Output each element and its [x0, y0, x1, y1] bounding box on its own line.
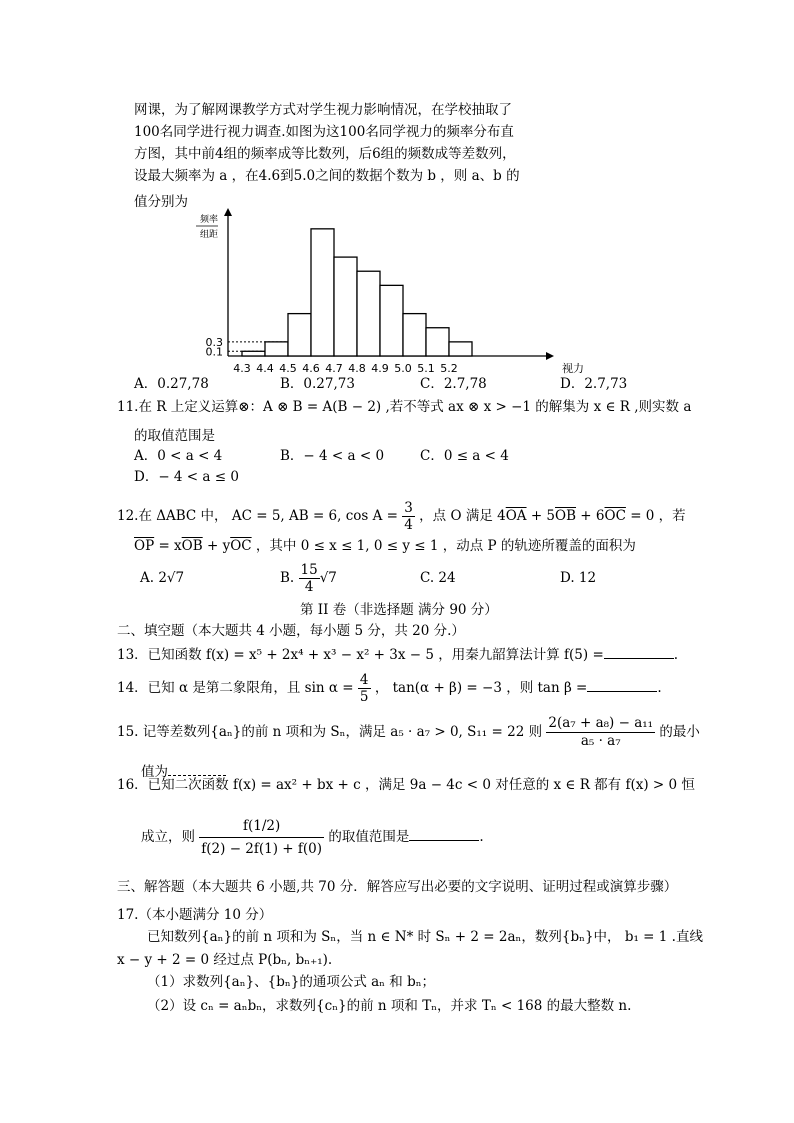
x-tick-label: 5.1 — [417, 362, 435, 375]
q10-option-c: C．2.7,78 — [420, 376, 487, 392]
q12-text-c: = x — [154, 538, 182, 554]
q15-frac-den: a₅ · a₇ — [546, 732, 655, 750]
y-axis-arrow — [224, 208, 232, 216]
q10-line-3: 方图，其中前4组的频率成等比数列，后6组的频数成等差数列， — [134, 146, 516, 162]
q17-heading: 17.（本小题满分 10 分） — [117, 907, 273, 923]
q15 — [117, 712, 700, 752]
q12-vec-op: $\overline{OP}$ — [134, 538, 155, 554]
q16-tail: . — [479, 829, 484, 845]
histogram-bar — [242, 351, 265, 356]
histogram-bar — [449, 342, 472, 356]
q13-tail: . — [673, 647, 679, 663]
q11-stem: 11.在 R 上定义运算⊗：A ⊗ B = A(B − 2) ,若不等式 ax ⊗ x > −1 的解集为 x ∈ R ,则实数 a — [117, 399, 692, 415]
histogram-bar — [311, 229, 334, 356]
x-tick-label: 4.7 — [325, 362, 343, 375]
y-axis-label-top: 频率 — [199, 215, 218, 225]
y-tick-label: 0.3 — [205, 335, 223, 349]
q16-fraction — [199, 815, 324, 860]
histogram-bar — [403, 314, 426, 356]
q11-stem-2: 的取值范围是 — [134, 428, 215, 444]
y-axis-label-bottom: 组距 — [199, 230, 218, 240]
x-tick-label: 4.5 — [279, 362, 297, 375]
q10-line-1: 网课，为了解网课教学方式对学生视力影响情况，在学校抽取了 — [134, 102, 512, 118]
q11-option-a: A．0 < a < 4 — [134, 448, 223, 464]
x-tick-label: 4.8 — [348, 362, 366, 375]
q16-answer-blank[interactable] — [409, 826, 479, 841]
q12-plus5: + 5 — [526, 508, 556, 524]
q12-opt-b-num: 15 — [300, 562, 318, 578]
q12-opt-b-tail: √7 — [319, 570, 337, 586]
part3-section-heading: 三、解答题（本大题共 6 小题,共 70 分．解答应写出必要的文字说明、证明过程或演算步骤） — [117, 879, 678, 895]
q13 — [117, 644, 678, 664]
q11-option-b: B．− 4 < a < 0 — [280, 448, 385, 464]
q12-option-b — [280, 558, 337, 598]
q16-frac-den: f(2) − 2f(1) + f(0) — [199, 837, 324, 860]
q12-cos-fraction — [402, 500, 415, 533]
q15-fraction — [546, 715, 655, 750]
histogram — [190, 208, 630, 378]
histogram-bar — [357, 271, 380, 356]
q12-text-a: 12.在 ΔABC 中， AC = 5, AB = 6, cos A = — [117, 508, 398, 524]
q16-text-b: 成立，则 — [141, 829, 195, 845]
q12-vec-oc2: $\overline{OC}$ — [230, 538, 252, 554]
q12-opt-b-label: B. — [280, 570, 295, 586]
x-tick-label: 4.9 — [371, 362, 389, 375]
q12-option-d: D. 12 — [560, 570, 597, 586]
x-tick-label: 4.3 — [233, 362, 251, 375]
q15-text-c: 值为 — [141, 764, 168, 780]
q10-option-a: A．0.27,78 — [134, 376, 209, 392]
q16-stem: 16．已知二次函数 f(x) = ax² + bx + c ，满足 9a − 4c < 0 对任意的 x ∈ R 都有 f(x) > 0 恒 — [117, 777, 695, 793]
q12-vec-ob: $\overline{OB}$ — [555, 508, 577, 524]
q10-option-b: B．0.27,73 — [280, 376, 355, 392]
q11-option-d: D．− 4 < a ≤ 0 — [134, 469, 239, 485]
q12-vec-oa: $\overline{OA}$ — [505, 508, 527, 524]
part2-section-heading: 二、填空题（本大题共 4 小题，每小题 5 分，共 20 分.） — [117, 623, 465, 639]
q14-text-b: ， tan(α + β) = −3 ，则 tan β = — [374, 680, 588, 696]
q15-answer-blank[interactable] — [168, 761, 226, 776]
x-tick-label: 4.4 — [256, 362, 274, 375]
q17-part-2: （2）设 cₙ = aₙbₙ，求数列{cₙ}的前 n 项和 Tₙ，并求 Tₙ < 168 的最大整数 n. — [147, 998, 632, 1014]
q10-option-d: D．2.7,73 — [560, 376, 628, 392]
q17-line-1: 已知数列{aₙ}的前 n 项和为 Sₙ，当 n ∈ N* 时 Sₙ + 2 = 2aₙ，数列{bₙ}中， b₁ = 1 .直线 — [147, 929, 703, 945]
q10-line-5: 值分别为 — [134, 194, 188, 210]
q15-frac-num: 2(a₇ + a₈) − a₁₁ — [548, 715, 654, 731]
q12-option-c: C. 24 — [420, 570, 456, 586]
q14-tail: . — [657, 680, 662, 696]
q15-text-a: 15. 记等差数列{aₙ}的前 n 项和为 Sₙ，满足 a₅ · a₇ > 0, S₁₁ = 22 则 — [117, 724, 543, 740]
part2-title: 第 II 卷（非选择题 满分 90 分） — [300, 602, 498, 618]
q12-text-e: ，其中 0 ≤ x ≤ 1, 0 ≤ y ≤ 1 ，动点 P 的轨迹所覆盖的面积为 — [251, 538, 636, 554]
q12-frac-den: 4 — [404, 517, 413, 533]
q15-text-b: 的最小 — [659, 724, 700, 740]
q12-option-a — [140, 569, 184, 587]
y-tick-label: 0.1 — [205, 345, 223, 359]
q12-stem-1 — [117, 497, 686, 535]
q17-line-2: x − y + 2 = 0 经过点 P(bₙ, bₙ₊₁). — [117, 952, 333, 968]
q12-eq0: = 0 ，若 — [625, 508, 686, 524]
x-tick-label: 5.2 — [440, 362, 458, 375]
q10-line-2: 100名同学进行视力调查.如图为这100名同学视力的频率分布直 — [134, 124, 514, 140]
histogram-bar — [288, 314, 311, 356]
q14-frac-den: 5 — [359, 689, 369, 705]
q14 — [117, 668, 662, 708]
q16-line-2 — [141, 812, 484, 862]
q12-opt-b-frac — [299, 562, 320, 595]
histogram-bar — [426, 328, 449, 356]
histogram-bar — [380, 285, 403, 356]
q11-option-c: C．0 ≤ a < 4 — [420, 448, 509, 464]
q12-opt-a-value: 2√7 — [158, 570, 185, 586]
q12-stem-2 — [134, 537, 636, 555]
q14-frac-num: 4 — [359, 672, 369, 688]
q10-line-4: 设最大频率为 a ，在4.6到5.0之间的数据个数为 b ，则 a、b 的 — [134, 168, 520, 184]
histogram-bar — [334, 257, 357, 356]
x-tick-label: 5.0 — [394, 362, 412, 375]
q12-vec-ob2: $\overline{OB}$ — [181, 538, 203, 554]
q16-frac-num: f(1/2) — [243, 818, 281, 834]
q14-answer-blank[interactable] — [587, 677, 657, 692]
q12-vec-oc: $\overline{OC}$ — [604, 508, 626, 524]
q12-opt-b-den: 4 — [299, 578, 320, 595]
q13-answer-blank[interactable] — [604, 644, 674, 659]
x-axis-arrow — [546, 352, 554, 360]
q12-text-b: ，点 O 满足 4 — [419, 508, 506, 524]
q14-text-a: 14．已知 α 是第二象限角，且 sin α = — [117, 680, 354, 696]
histogram-bar — [265, 342, 288, 356]
q12-text-d: + y — [202, 538, 231, 554]
q12-plus6: + 6 — [576, 508, 605, 524]
q14-fraction — [358, 672, 371, 705]
x-tick-label: 4.6 — [302, 362, 320, 375]
q17-part-1: （1）求数列{aₙ}、{bₙ}的通项公式 aₙ 和 bₙ； — [147, 974, 436, 990]
q12-opt-a-label: A. — [140, 570, 155, 586]
q12-frac-num: 3 — [404, 500, 413, 516]
q16-text-c: 的取值范围是 — [328, 829, 410, 845]
x-axis-label: 视力 — [562, 362, 584, 375]
q13-text: 13．已知函数 f(x) = x⁵ + 2x⁴ + x³ − x² + 3x − 5 ，用秦九韶算法计算 f(5) = — [117, 647, 604, 663]
